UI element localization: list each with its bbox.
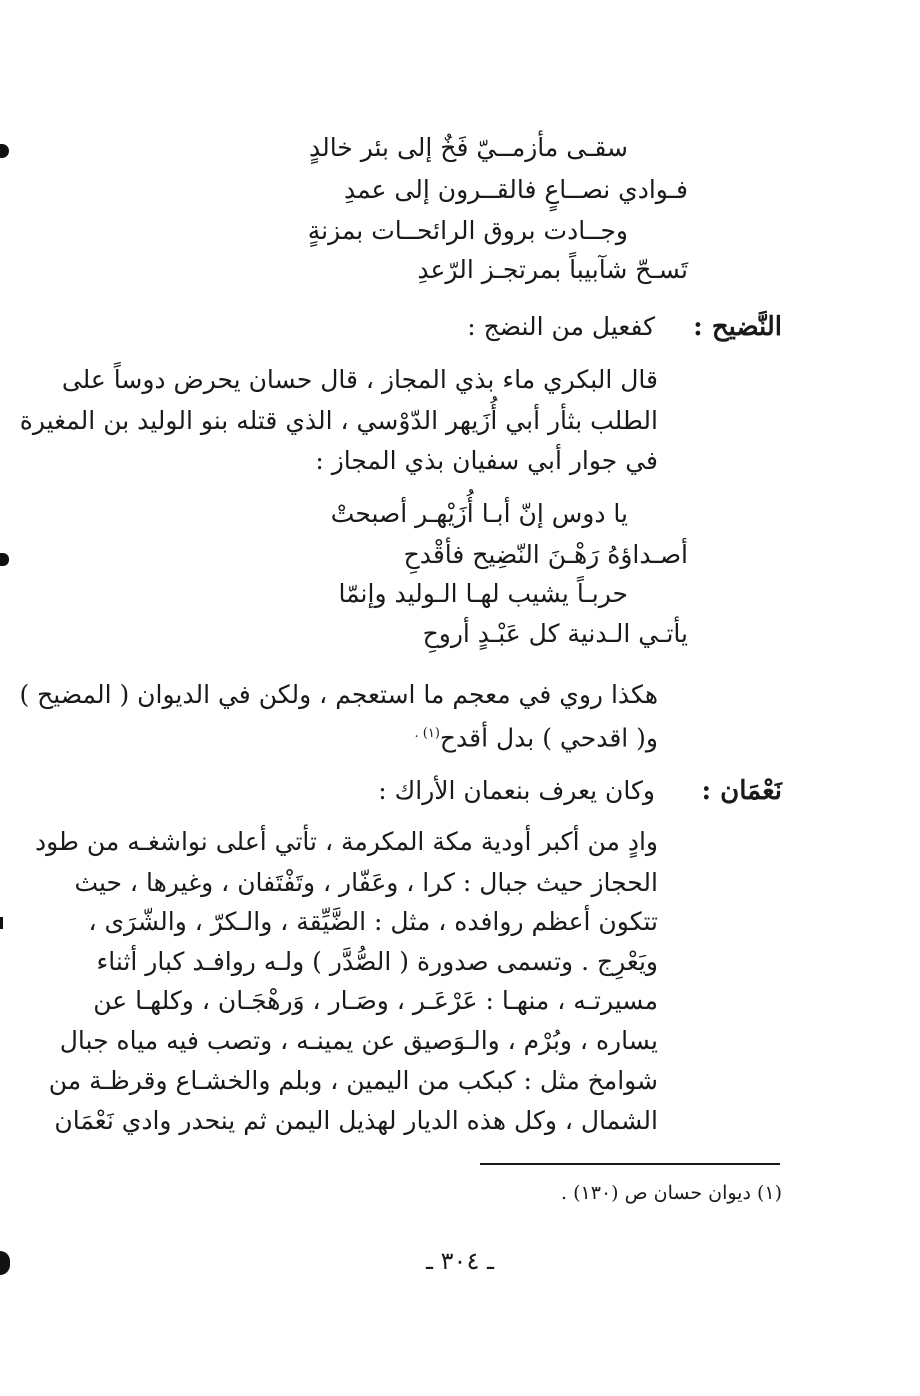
entry1-line-3: في جوار أبي سفيان بذي المجاز : (315, 446, 658, 475)
note-line-2 (415, 714, 659, 754)
footnote-ref-1: (١) . (414, 726, 440, 741)
entry1-definition: كفعيل من النضج : (467, 312, 655, 341)
entry1-line-1: قال البكري ماء بذي المجاز ، قال حسان يحرض دوساً على (61, 365, 658, 394)
poem2-line-2: أصـداؤهُ رَهْـنَ النّضِيح فأقْدحِ (403, 540, 688, 569)
poem2-line-4: يأتـي الـدنية كل عَبْـدٍ أروحِ (422, 619, 688, 648)
entry2-line-7: شوامخ مثل : كبكب من اليمين ، وبلم والخشـاع وقرظـة من (48, 1066, 658, 1095)
poem2-line-1: يا دوس إنّ أبـا أُزَيْهـر أصبحتْ (330, 499, 628, 528)
poem1-line-4: تَسـحّ شآبيباً بمرتجـز الرّعدِ (417, 255, 688, 284)
scan-edge-mark-4 (0, 1251, 10, 1275)
note-line-2-text: و( اقدحي ) بدل أقدح (439, 723, 658, 753)
entry2-line-4: ويَعْرِج . وتسمى صدورة ( الصُّدَّر ) ولـه روافـد كبار أثناء (96, 947, 658, 976)
note-line-1: هكذا روي في معجم ما استعجم ، ولكن في الديوان ( المضيح ) (19, 680, 658, 709)
footnote: (١) ديوان حسان ص (١٣٠) . (561, 1182, 782, 1204)
scan-edge-mark-2 (0, 553, 9, 566)
entry2-line-6: يساره ، وبُرْم ، والـوَصيق عن يمينـه ، وتصب فيه مياه جبال (59, 1026, 658, 1055)
entry2-line-8: الشمال ، وكل هذه الديار لهذيل اليمن ثم ينحدر وادي نَعْمَان (54, 1106, 658, 1135)
entry1-headword: النَّضيح : (693, 312, 782, 342)
scan-edge-mark-1 (0, 144, 9, 158)
poem1-line-2: فـوادي نصــاعٍ فالقــرون إلى عمدِ (343, 175, 688, 204)
entry1-line-2: الطلب بثأر أبي أُزَيهر الدّوْسي ، الذي قتله بنو الوليد بن المغيرة (19, 406, 658, 435)
entry2-line-1: وادٍ من أكبر أودية مكة المكرمة ، تأتي أعلى نواشغـه من طود (34, 827, 658, 856)
entry2-line-2: الحجاز حيث جبال : كرا ، وعَفّار ، وتَفْتَفان ، وغيرها ، حيث (74, 868, 658, 897)
footnote-rule (480, 1163, 780, 1165)
scan-edge-mark-3 (0, 917, 3, 929)
poem1-line-3: وجــادت بروق الرائحــات بمزنةٍ (307, 216, 628, 245)
entry2-line-5: مسيرتـه ، منهـا : عَرْعَـر ، وصَـار ، وَرهْجَـان ، وكلهـا عن (93, 986, 658, 1015)
entry2-headword: نَعْمَان : (701, 776, 782, 806)
entry2-line-3: تتكون أعظم روافده ، مثل : الضَّيِّقة ، والـكرّ ، والشّرَى ، (88, 907, 658, 936)
poem1-line-1: سقـى مأزمــيّ فَخٌ إلى بئر خالدٍ (308, 133, 628, 162)
page-number: ـ ٣٠٤ ـ (425, 1247, 494, 1275)
entry2-definition: وكان يعرف بنعمان الأراك : (378, 776, 655, 805)
poem2-line-3: حربـاً يشيب لهـا الـوليد وإنمّا (338, 579, 628, 608)
